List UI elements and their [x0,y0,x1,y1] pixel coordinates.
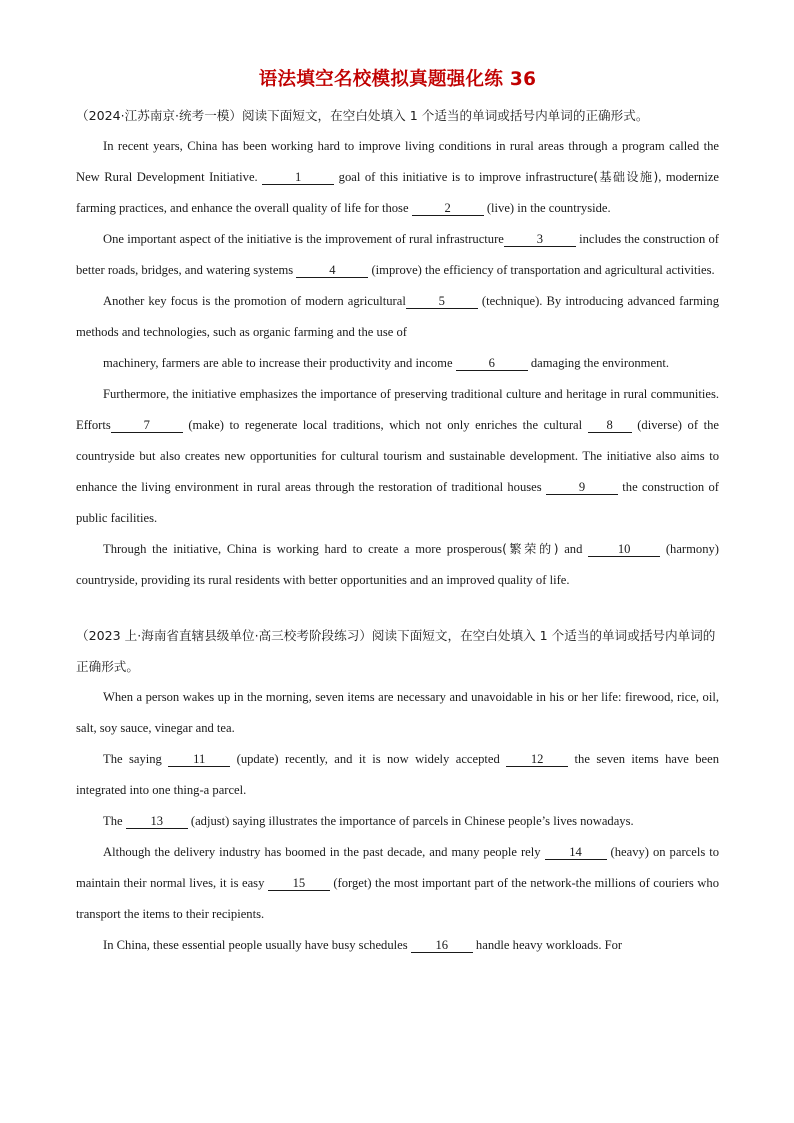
text: includes the construction of better roads, bridges, and watering systems [76,232,719,277]
blank-6[interactable]: 6 [456,356,528,371]
text: (make) to regenerate local traditions, which not only enriches the cultural [182,418,588,432]
text: (technique). By introducing advanced farming methods and technologies, such as organic farming and the use of [76,294,720,339]
text: (update) recently, and it is now widely accepted [230,752,507,766]
text: (harmony) countryside, providing its rural residents with better opportunities and an improved quality of life. [76,542,719,587]
worksheet-page [76,66,719,961]
text: and [558,542,589,556]
blank-5[interactable]: 5 [406,294,478,309]
blank-11[interactable]: 11 [168,752,230,767]
blank-9[interactable]: 9 [546,480,618,495]
passage1-paragraph-3 [76,286,719,348]
blank-16[interactable]: 16 [411,938,473,953]
text: damaging the environment. [527,356,670,370]
passage2-paragraph-2 [76,744,719,806]
passage1-paragraph-1 [76,131,719,224]
passage2-source: （2023 上·海南省直辖县级单位·高三校考阶段练习）阅读下面短文，在空白处填入 1 个适当的单词或括号内单词的正确形式。 [76,628,716,674]
blank-1[interactable]: 1 [262,170,334,185]
text: goal of this initiative is to improve infrastructure [334,170,594,184]
text: (基础设施) [593,170,659,184]
text: the construction of public facilities. [76,480,719,525]
passage2-paragraph-3 [76,806,719,837]
passage1-paragraph-3-cont [76,348,719,379]
text: the seven items have been integrated into one thing-a parcel. [76,752,720,797]
passage2-paragraph-4 [76,837,719,930]
blank-8[interactable]: 8 [588,418,632,433]
blank-14[interactable]: 14 [545,845,607,860]
text: Through the initiative, China is working hard to create a more prosperous [103,542,503,556]
text: , modernize farming practices, and enhance the overall quality of life for those [76,170,720,215]
text: (heavy) on parcels to maintain their normal lives, it is easy [76,845,719,890]
text: In recent years, China has been working hard to improve living conditions in rural areas through a program called the New Rural Development Initiative. [76,139,719,184]
text: handle heavy workloads. For [472,938,623,952]
passage1-paragraph-4 [76,379,719,534]
passage2-paragraph-1: When a person wakes up in the morning, seven items are necessary and unavoidable in his or her life: firewood, rice, oil, salt, soy sauce, vinegar and tea. [76,690,719,735]
text: (adjust) saying illustrates the importance of parcels in Chinese people’s lives nowadays. [187,814,634,828]
blank-7[interactable]: 7 [111,418,183,433]
text: (diverse) of the countryside but also creates new opportunities for cultural tourism and sustainable development. The initiative also aims to enhance the living environment in rural areas through the restoration of traditional houses [76,418,719,494]
blank-4[interactable]: 4 [296,263,368,278]
text: Furthermore, the initiative emphasizes the importance of preserving traditional culture and heritage in rural communities. Efforts [76,387,719,432]
passage1-source: （2024·江苏南京·统考一模）阅读下面短文，在空白处填入 1 个适当的单词或括号内单词的正确形式。 [76,108,649,123]
passage2-paragraph-5 [76,930,719,961]
blank-2[interactable]: 2 [412,201,484,216]
blank-10[interactable]: 10 [588,542,660,557]
text: Although the delivery industry has boomed in the past decade, and many people rely [103,845,545,859]
text: (live) in the countryside. [483,201,611,215]
text: The [103,814,126,828]
blank-3[interactable]: 3 [504,232,576,247]
text: In China, these essential people usually have busy schedules [103,938,411,952]
text: (forget) the most important part of the network-the millions of couriers who transport the items to their recipients. [76,876,719,921]
blank-15[interactable]: 15 [268,876,330,891]
text: The saying [103,752,169,766]
text: Another key focus is the promotion of modern agricultural [103,294,406,308]
text: One important aspect of the initiative is the improvement of rural infrastructure [103,232,504,246]
text: (improve) the efficiency of transportation and agricultural activities. [368,263,715,277]
passage1-paragraph-5 [76,534,719,596]
blank-12[interactable]: 12 [506,752,568,767]
passage1-paragraph-2 [76,224,719,286]
page-title: 语法填空名校模拟真题强化练 36 [258,69,537,90]
text: machinery, farmers are able to increase their productivity and income [103,356,456,370]
section-gap [76,596,719,620]
blank-13[interactable]: 13 [126,814,188,829]
text: (繁荣的) [502,542,559,556]
